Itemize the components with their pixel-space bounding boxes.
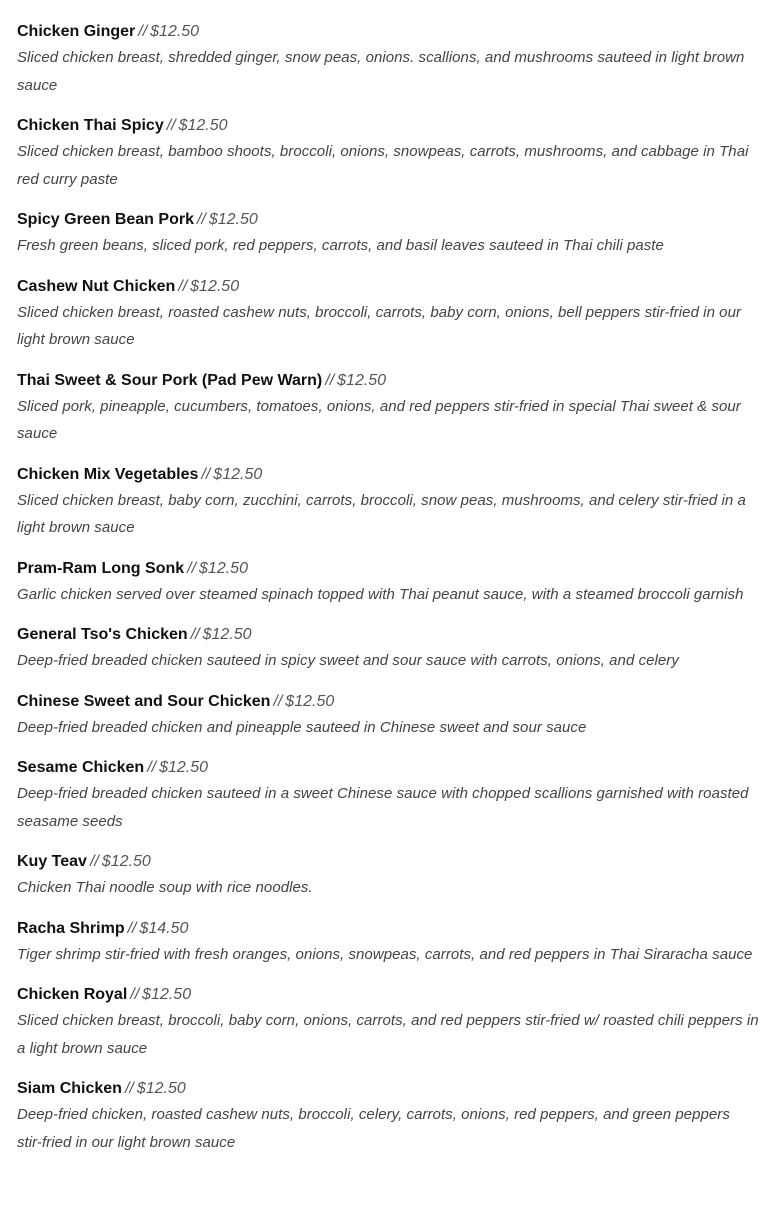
menu-item	[17, 917, 759, 969]
menu-item-header	[17, 20, 759, 44]
menu-item-name: Chicken Ginger	[17, 23, 136, 40]
menu-item-name: Chicken Thai Spicy	[17, 117, 164, 134]
menu-item-name: Siam Chicken	[17, 1080, 122, 1097]
price-separator: //	[187, 559, 197, 577]
menu-item	[17, 20, 759, 99]
menu-item-name: Chinese Sweet and Sour Chicken	[17, 692, 271, 710]
menu-item-name: Racha Shrimp	[17, 919, 125, 937]
menu-item	[17, 623, 759, 675]
price-separator: //	[124, 1080, 134, 1097]
menu-item-description: Sliced chicken breast, roasted cashew nuts, broccoli, carrots, baby corn, onions, bell peppers stir-fried in our light brown sauce	[17, 303, 742, 348]
menu-item-description: Sliced chicken breast, baby corn, zucchini, carrots, broccoli, snow peas, mushrooms, and celery stir-fried in a light brown sauce	[17, 491, 746, 536]
menu-item-header	[17, 623, 759, 647]
menu-item-description: Chicken Thai noodle soup with rice noodles.	[17, 879, 313, 896]
menu-item-header	[17, 690, 759, 714]
price-separator: //	[89, 853, 99, 870]
menu-item-price: $14.50	[139, 919, 189, 937]
menu-item-price: $12.50	[190, 277, 240, 295]
menu-item-header	[17, 208, 759, 232]
menu-item-header	[17, 1077, 759, 1101]
menu-item-price: $12.50	[136, 1080, 186, 1097]
menu-item	[17, 208, 759, 260]
menu-item-description: Deep-fried breaded chicken sauteed in spicy sweet and sour sauce with carrots, onions, and celery	[17, 652, 679, 669]
menu-item-name: Pram-Ram Long Sonk	[17, 559, 185, 577]
menu-item-price: $12.50	[150, 23, 200, 40]
menu-item-description: Deep-fried chicken, roasted cashew nuts, broccoli, celery, carrots, onions, red peppers, and green peppers stir-fried in our light brown sauce	[17, 1106, 730, 1151]
menu-item-price: $12.50	[213, 465, 263, 483]
menu-item-description: Fresh green beans, sliced pork, red peppers, carrots, and basil leaves sauteed in Thai chili paste	[17, 237, 664, 254]
menu-item-name: Thai Sweet & Sour Pork (Pad Pew Warn)	[17, 371, 323, 389]
menu-item-description: Sliced chicken breast, bamboo shoots, broccoli, onions, snowpeas, carrots, mushrooms, and cabbage in Thai red curry paste	[17, 143, 749, 188]
price-separator: //	[127, 919, 137, 937]
price-separator: //	[196, 211, 206, 228]
menu-item-price: $12.50	[178, 117, 228, 134]
menu-item-header	[17, 917, 759, 941]
menu-item-description: Deep-fried breaded chicken and pineapple sauteed in Chinese sweet and sour sauce	[17, 718, 587, 736]
menu-item	[17, 275, 759, 354]
menu-item-price: $12.50	[337, 371, 387, 389]
menu-item-header	[17, 275, 759, 299]
menu-item	[17, 114, 759, 193]
price-separator: //	[178, 277, 188, 295]
menu-item-name: Chicken Mix Vegetables	[17, 465, 199, 483]
menu-item-price: $12.50	[142, 986, 192, 1003]
menu-item-header	[17, 463, 759, 487]
price-separator: //	[138, 23, 148, 40]
menu-item-name: Sesame Chicken	[17, 759, 145, 776]
price-separator: //	[166, 117, 176, 134]
menu-item-name: Spicy Green Bean Pork	[17, 211, 194, 228]
menu-item-description: Sliced chicken breast, shredded ginger, snow peas, onions. scallions, and mushrooms sauteed in light brown sauce	[17, 49, 745, 94]
menu-item-header	[17, 850, 759, 874]
menu-item-name: Kuy Teav	[17, 853, 87, 870]
menu-item-description: Tiger shrimp stir-fried with fresh oranges, onions, snowpeas, carrots, and red peppers in Thai Siraracha sauce	[17, 945, 753, 963]
price-separator: //	[190, 626, 200, 643]
price-separator: //	[130, 986, 140, 1003]
menu-item-description: Sliced chicken breast, broccoli, baby corn, onions, carrots, and red peppers stir-fried w/ roasted chili peppers in a light brown sauce	[17, 1012, 759, 1057]
menu-item-price: $12.50	[159, 759, 209, 776]
menu-item-price: $12.50	[208, 211, 258, 228]
price-separator: //	[273, 692, 283, 710]
menu-item	[17, 557, 759, 609]
menu-item-description: Sliced pork, pineapple, cucumbers, tomatoes, onions, and red peppers stir-fried in special Thai sweet & sour sauce	[17, 397, 741, 442]
menu-item	[17, 983, 759, 1062]
menu-item	[17, 850, 759, 902]
menu-item-name: Chicken Royal	[17, 986, 128, 1003]
menu-item	[17, 690, 759, 742]
menu-item-description: Deep-fried breaded chicken sauteed in a sweet Chinese sauce with chopped scallions garnished with roasted seasame seeds	[17, 785, 749, 830]
price-separator: //	[147, 759, 157, 776]
price-separator: //	[325, 371, 335, 389]
menu-item	[17, 369, 759, 448]
menu-item-price: $12.50	[285, 692, 335, 710]
menu-item-header	[17, 557, 759, 581]
menu-item	[17, 756, 759, 835]
menu-item-price: $12.50	[101, 853, 151, 870]
menu-item-description: Garlic chicken served over steamed spinach topped with Thai peanut sauce, with a steamed broccoli garnish	[17, 585, 744, 603]
menu-list	[17, 20, 759, 1171]
menu-item-header	[17, 983, 759, 1007]
menu-item-name: Cashew Nut Chicken	[17, 277, 176, 295]
menu-item-header	[17, 114, 759, 138]
price-separator: //	[201, 465, 211, 483]
menu-item-price: $12.50	[199, 559, 248, 577]
menu-item-header	[17, 756, 759, 780]
menu-item-header	[17, 369, 759, 393]
menu-item	[17, 1077, 759, 1156]
menu-item-price: $12.50	[202, 626, 252, 643]
menu-item	[17, 463, 759, 542]
menu-item-name: General Tso's Chicken	[17, 626, 188, 643]
